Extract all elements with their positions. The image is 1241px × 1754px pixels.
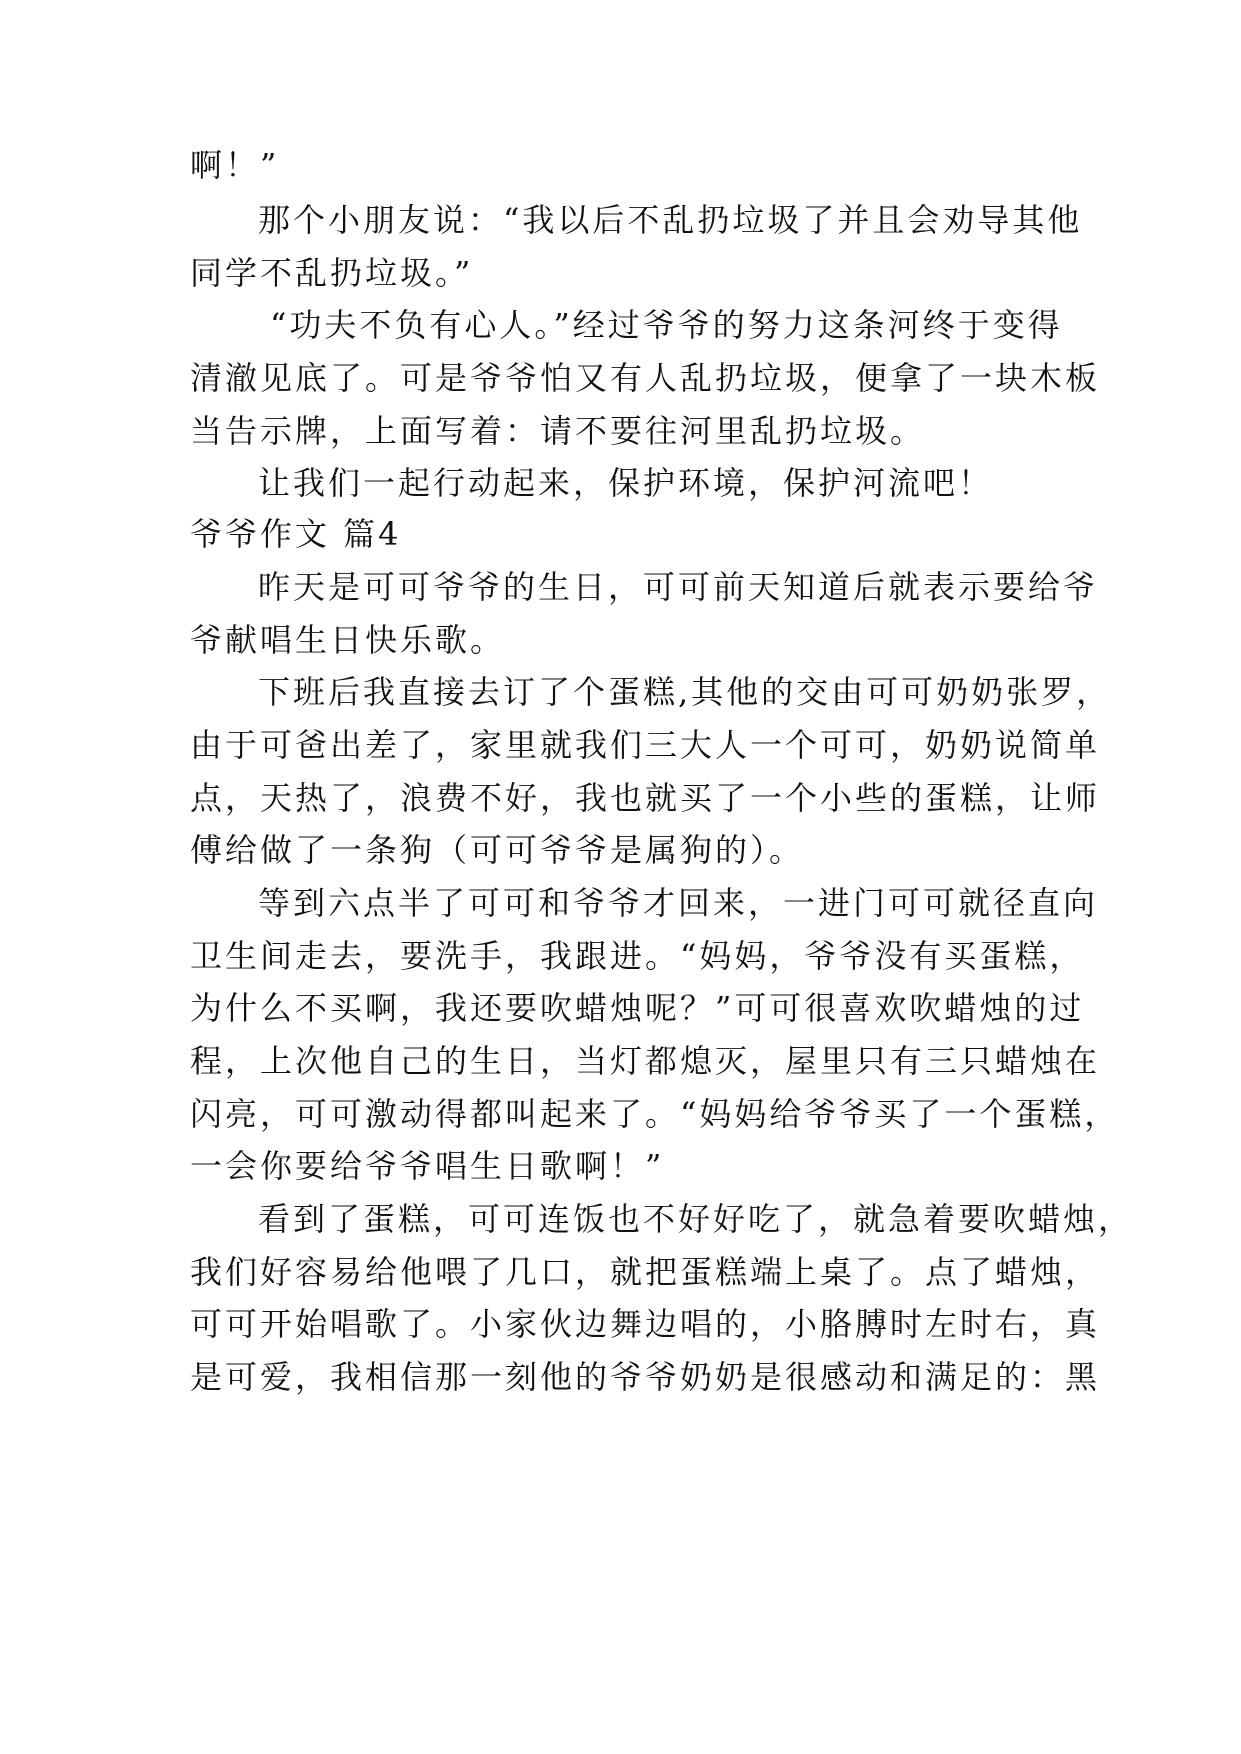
paragraph-start: 等到六点半了可可和爷爷才回来，一进门可可就径直向: [258, 884, 1099, 922]
text-line: 是可爱，我相信那一刻他的爷爷奶奶是很感动和满足的：黑: [190, 1358, 1101, 1396]
text-line: 点，天热了，浪费不好，我也就买了一个小些的蛋糕，让师: [190, 779, 1101, 817]
text-line: 傅给做了一条狗（可可爷爷是属狗的）。: [190, 831, 805, 869]
text-line: 卫生间走去，要洗手，我跟进。“妈妈，爷爷没有买蛋糕，: [190, 937, 1085, 975]
text-line: 同学不乱扔垃圾。”: [190, 254, 474, 292]
text-line: 当告示牌，上面写着：请不要往河里乱扔垃圾。: [190, 412, 926, 450]
text-line: 由于可爸出差了，家里就我们三大人一个可可，奶奶说简单: [190, 726, 1101, 764]
text-line: 可可开始唱歌了。小家伙边舞边唱的，小胳膊时左时右，真: [190, 1305, 1101, 1343]
section-heading: 爷爷作文 篇4: [190, 515, 402, 553]
paragraph-start: 看到了蛋糕，可可连饭也不好好吃了，就急着要吹蜡烛，: [258, 1200, 1134, 1238]
paragraph-start: 让我们一起行动起来，保护环境，保护河流吧！: [258, 464, 994, 502]
paragraph-start: 下班后我直接去订了个蛋糕,其他的交由可可奶奶张罗，: [258, 673, 1112, 711]
text-line: 闪亮，可可激动得都叫起来了。“妈妈给爷爷买了一个蛋糕，: [190, 1095, 1120, 1133]
paragraph-start: 昨天是可可爷爷的生日，可可前天知道后就表示要给爷: [258, 568, 1099, 606]
paragraph-start: 那个小朋友说：“我以后不乱扔垃圾了并且会劝导其他: [258, 201, 1083, 239]
paragraph-start: “功夫不负有心人。”经过爷爷的努力这条河终于变得: [270, 306, 1063, 344]
text-line: 为什么不买啊，我还要吹蜡烛呢？”可可很喜欢吹蜡烛的过: [190, 989, 1085, 1027]
text-line: 我们好容易给他喂了几口，就把蛋糕端上桌了。点了蜡烛，: [190, 1253, 1101, 1291]
text-line: 啊！”: [190, 146, 280, 184]
text-line: 程，上次他自己的生日，当灯都熄灭，屋里只有三只蜡烛在: [190, 1042, 1101, 1080]
text-line: 爷献唱生日快乐歌。: [190, 621, 506, 659]
text-line: 清澈见底了。可是爷爷怕又有人乱扔垃圾，便拿了一块木板: [190, 359, 1101, 397]
text-line: 一会你要给爷爷唱生日歌啊！”: [190, 1147, 665, 1185]
